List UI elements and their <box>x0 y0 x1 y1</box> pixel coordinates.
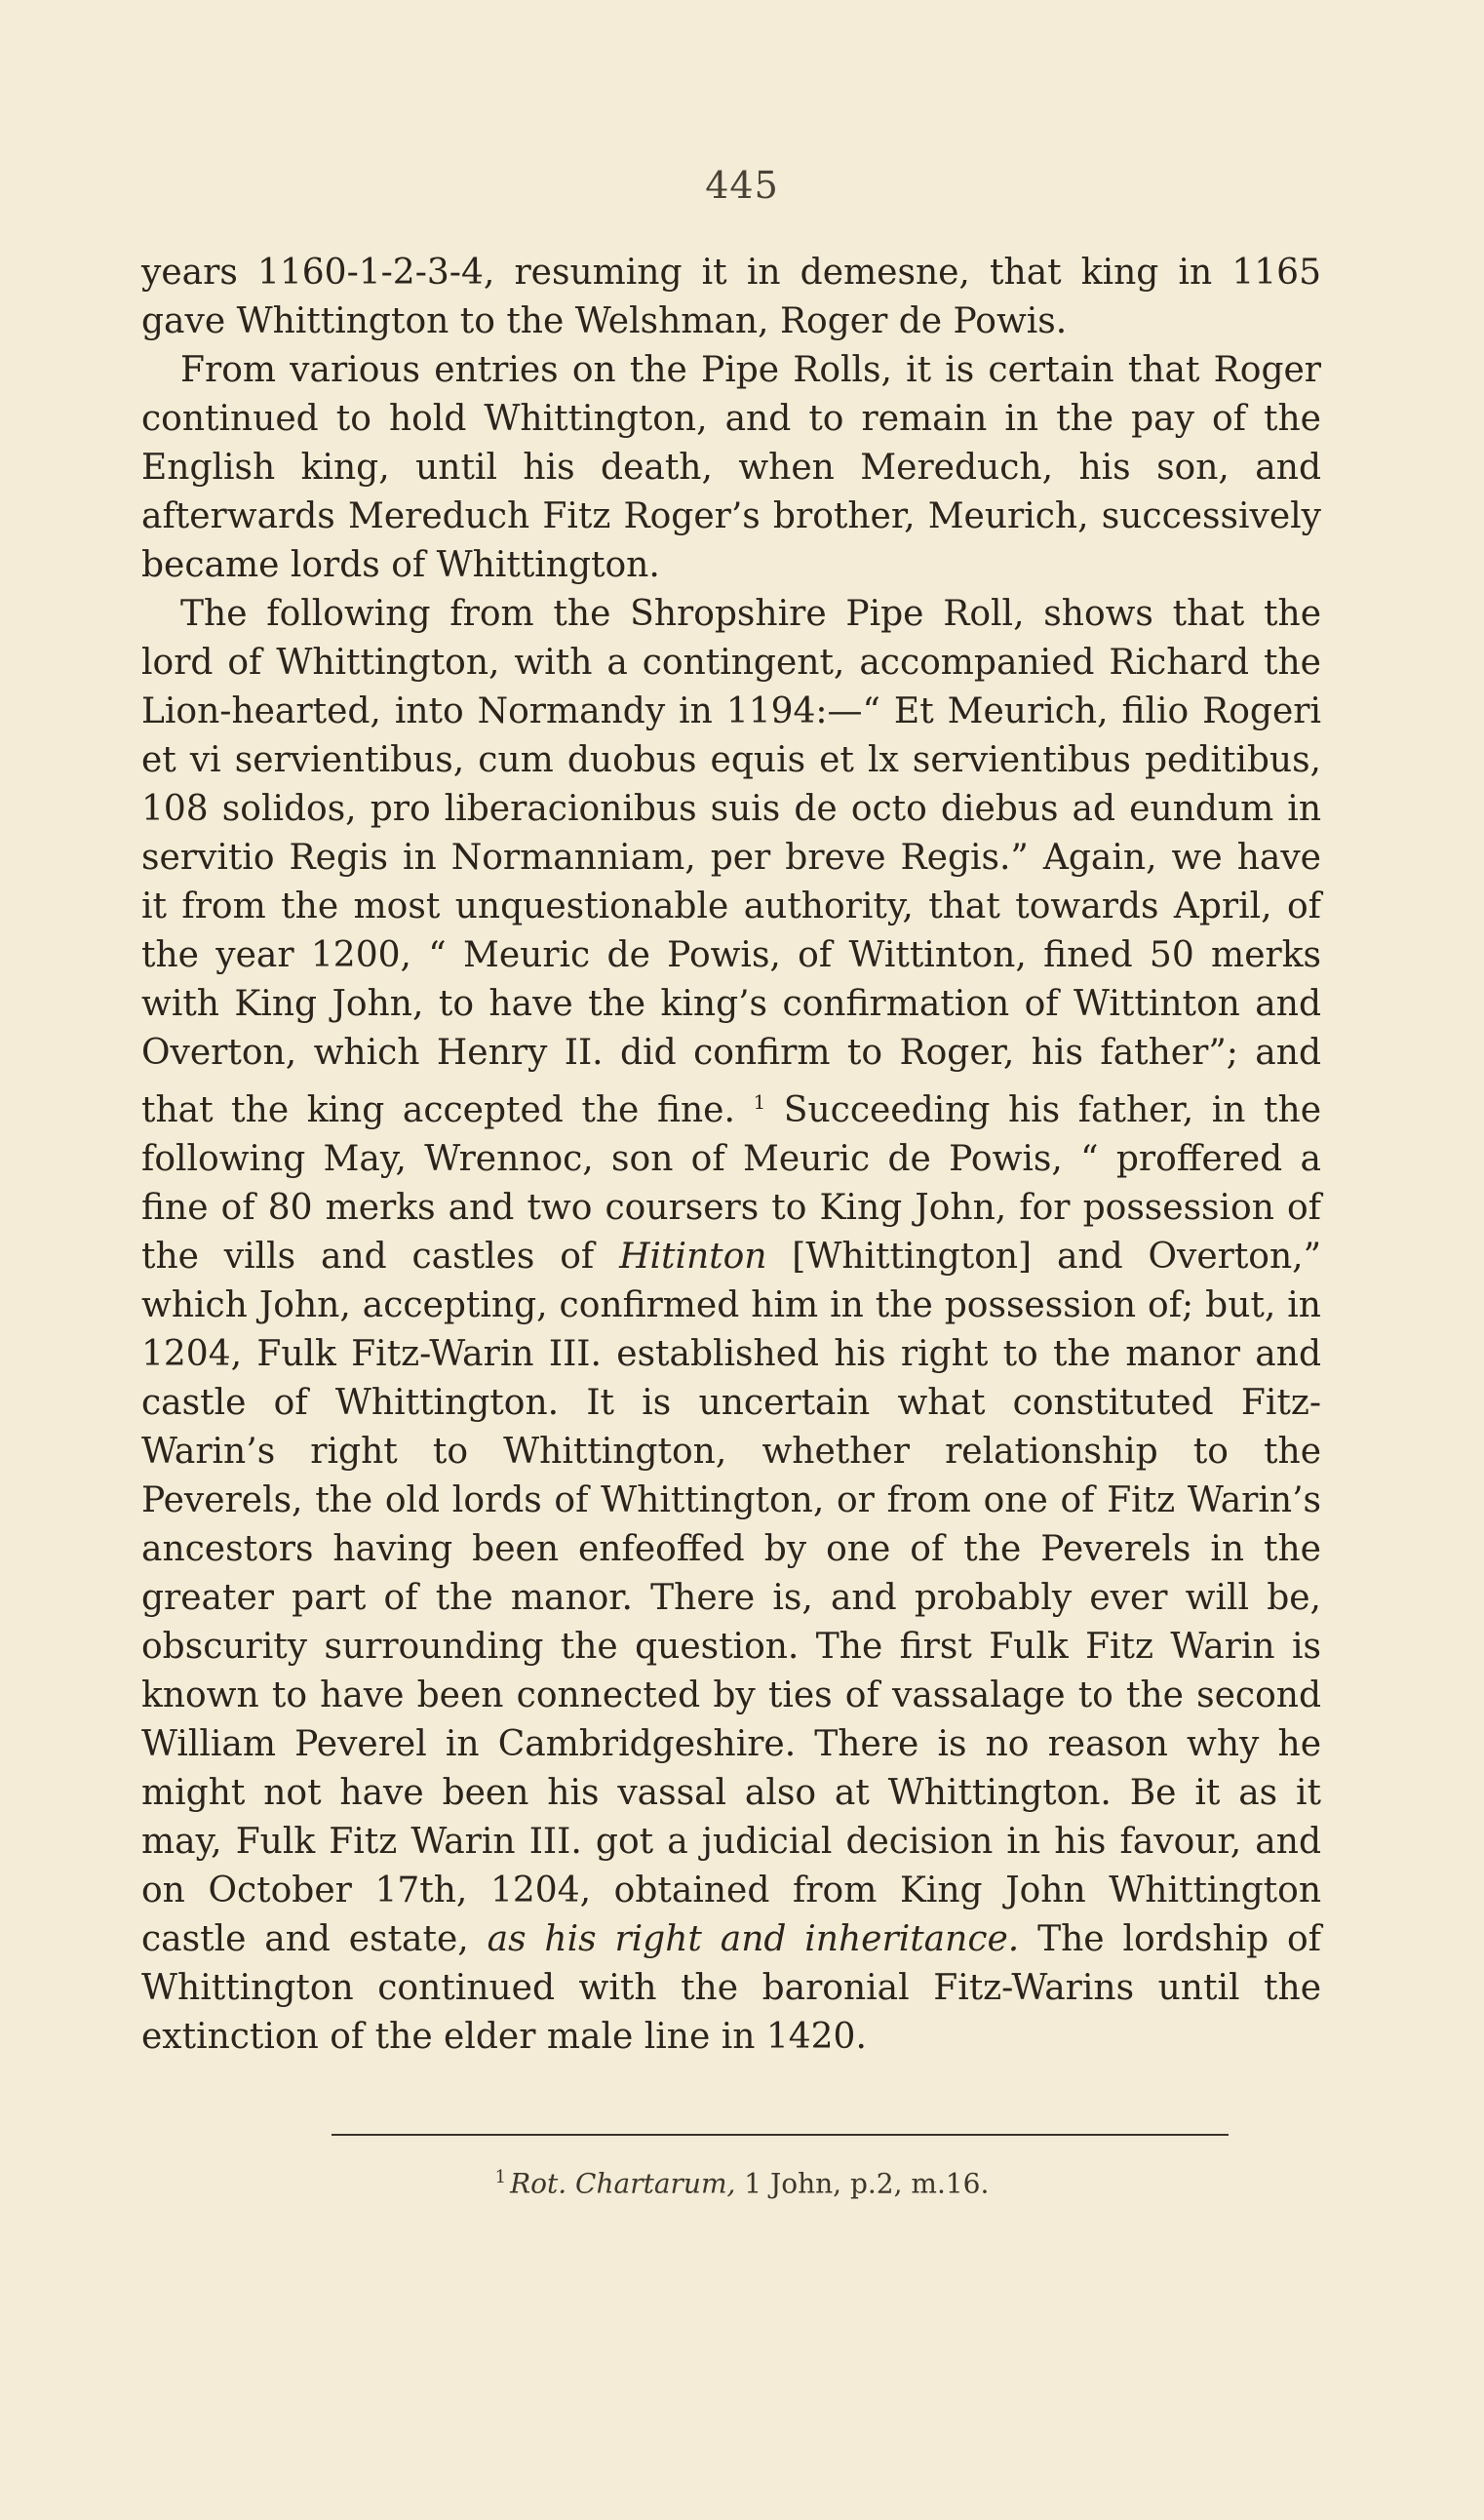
paragraph <box>141 346 1321 590</box>
footnote-rule <box>332 2134 1229 2136</box>
text-segment: The lordship of Whittington continued with the baronial Fitz-Warins until the extinction of the elder male line in 1420. <box>141 1919 1321 2057</box>
footnote-reference: 1 John, p.2, m.16. <box>735 2167 990 2200</box>
body-text <box>141 249 1321 2062</box>
footnote <box>0 2167 1484 2199</box>
footnote-marker: 1 <box>494 2167 507 2187</box>
text-segment: [Whittington] and Overton,” which John, accepting, confirmed him in the possession of; but, in 1204, Fulk Fitz-Warin III. established his right to the manor and castle of Whittington. It is uncertain what constituted Fitz-Warin’s right to Whittington, whether relationship to the Peverels, the old lords of Whittington, or from one of Fitz Warin’s ancestors having been enfeoffed by one of the Peverels in the greater part of the manor. There is, and probably ever will be, obscurity surrounding the question. The first Fulk Fitz Warin is known to have been connected by ties of vassalage to the second William Peverel in Cambridgeshire. There is no reason why he might not have been his vassal also at Whittington. Be it as it may, Fulk Fitz Warin III. got a judicial decision in his favour, and on October 17th, 1204, obtained from King John Whittington castle and estate, <box>141 1237 1322 1959</box>
text-segment: years 1160-1-2-3-4, resuming it in demesne, that king in 1165 gave Whittington to the Welshman, Roger de Powis. <box>141 253 1321 341</box>
footnote-source: Rot. Chartarum, <box>510 2167 736 2200</box>
italic-text: as his right and inheritance. <box>487 1919 1020 1959</box>
text-segment: Succeeding his father, in the following May, Wrennoc, son of Meuric de Powis, “ proffered a fine of 80 merks and two coursers to King John, for possession of the vills and castles of <box>141 1090 1321 1277</box>
italic-text: Hitinton <box>619 1237 767 1277</box>
paragraph <box>141 249 1321 346</box>
text-segment: From various entries on the Pipe Rolls, it is certain that Roger continued to hold Whittington, and to remain in the pay of the English king, until his death, when Mereduch, his son, and afterwards Mereduch Fitz Roger’s brother, Meurich, successively became lords of Whittington. <box>141 350 1321 585</box>
page-number: 445 <box>705 164 779 207</box>
paragraph <box>141 590 1321 2062</box>
footnote-reference-marker: 1 <box>753 1090 766 1114</box>
text-segment: The following from the Shropshire Pipe Roll, shows that the lord of Whittington, with a contingent, accompanied Richard the Lion-hearted, into Normandy in 1194:—“ Et Meurich, filio Rogeri et vi servientibus, cum duobus equis et lx servientibus peditibus, 108 solidos, pro liberacionibus suis de octo diebus ad eundum in servitio Regis in Normanniam, per breve Regis.” Again, we have it from the most unquestionable authority, that towards April, of the year 1200, “ Meuric de Powis, of Wittinton, fined 50 merks with King John, to have the king’s confirmation of Wittinton and Overton, which Henry II. did confirm to Roger, his father”; and that the king accepted the fine. <box>141 594 1321 1130</box>
